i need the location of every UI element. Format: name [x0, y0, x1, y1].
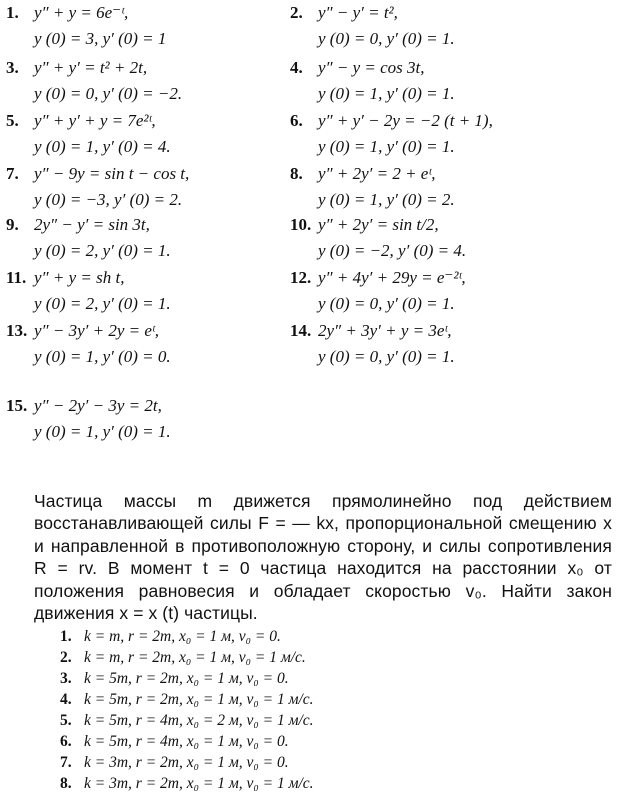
list-item	[60, 731, 314, 752]
problem-number: 2.	[290, 3, 303, 22]
variant-text: k = m, r = 2m, x₀ = 1 м, v₀ = 0.	[84, 628, 281, 645]
problem-initial-conditions: y (0) = 0, y′ (0) = −2.	[34, 84, 183, 103]
problem-initial-conditions: y (0) = 2, y′ (0) = 1.	[34, 294, 171, 313]
problem-equation: y″ + y′ = t² + 2t,	[34, 58, 148, 77]
variant-text: k = 5m, r = 4m, x₀ = 1 м, v₀ = 0.	[84, 733, 289, 750]
problem-initial-conditions: y (0) = 0, y′ (0) = 1.	[318, 29, 455, 48]
variants-list	[60, 626, 314, 794]
variant-text: k = 5m, r = 2m, x₀ = 1 м, v₀ = 1 м/с.	[84, 691, 314, 708]
problem-number: 7.	[6, 164, 19, 183]
problem-equation: y″ + y′ − 2y = −2 (t + 1),	[318, 111, 493, 130]
problem-initial-conditions: y (0) = 1, y′ (0) = 0.	[34, 347, 171, 366]
problem-initial-conditions: y (0) = −3, y′ (0) = 2.	[34, 190, 183, 209]
problem-12	[290, 265, 466, 317]
list-item	[60, 668, 314, 689]
problem-equation: y″ + y = 6e⁻ᵗ,	[34, 3, 129, 22]
problem-initial-conditions: y (0) = 0, y′ (0) = 1.	[318, 294, 455, 313]
problem-equation: y″ − 2y′ − 3y = 2t,	[34, 396, 162, 415]
problem-7	[6, 161, 189, 213]
problem-initial-conditions: y (0) = 1, y′ (0) = 1.	[318, 137, 455, 156]
problem-number: 14.	[290, 321, 312, 340]
list-item	[60, 710, 314, 731]
problem-number: 5.	[6, 111, 19, 130]
problem-initial-conditions: y (0) = 0, y′ (0) = 1.	[318, 347, 455, 366]
problem-number: 12.	[290, 268, 312, 287]
variant-number: 2.	[60, 649, 72, 666]
list-item	[60, 773, 314, 794]
problem-number: 11.	[6, 268, 27, 287]
problem-equation: y″ − 3y′ + 2y = eᵗ,	[34, 321, 160, 340]
problem-number: 9.	[6, 215, 19, 234]
problem-number: 6.	[290, 111, 303, 130]
variant-number: 3.	[60, 670, 72, 687]
variant-text: k = 5m, r = 4m, x₀ = 2 м, v₀ = 1 м/с.	[84, 712, 314, 729]
problem-10	[290, 212, 466, 264]
problem-initial-conditions: y (0) = 1, y′ (0) = 1.	[318, 84, 455, 103]
problem-5	[6, 108, 171, 160]
problem-initial-conditions: y (0) = 1, y′ (0) = 4.	[34, 137, 171, 156]
problem-equation: 2y″ + 3y′ + y = 3eᵗ,	[318, 321, 452, 340]
problem-equation: y″ + y = sh t,	[34, 268, 125, 287]
problem-equation: 2y″ − y′ = sin 3t,	[34, 215, 150, 234]
problem-8	[290, 161, 455, 213]
variant-text: k = 5m, r = 2m, x₀ = 1 м, v₀ = 0.	[84, 670, 289, 687]
problem-3	[6, 55, 182, 107]
problem-1	[6, 0, 166, 52]
problem-13	[6, 318, 171, 370]
problem-2	[290, 0, 455, 52]
problem-number: 3.	[6, 58, 19, 77]
problem-equation: y″ − y = cos 3t,	[318, 58, 425, 77]
variant-text: k = 3m, r = 2m, x₀ = 1 м, v₀ = 0.	[84, 754, 289, 771]
problem-equation: y″ − y′ = t²,	[318, 3, 398, 22]
list-item	[60, 647, 314, 668]
problem-initial-conditions: y (0) = 2, y′ (0) = 1.	[34, 241, 171, 260]
list-item	[60, 626, 314, 647]
problem-6	[290, 108, 493, 160]
problem-initial-conditions: y (0) = 1, y′ (0) = 1.	[34, 422, 171, 441]
problem-initial-conditions: y (0) = 1, y′ (0) = 2.	[318, 190, 455, 209]
list-item	[60, 752, 314, 773]
problem-number: 8.	[290, 164, 303, 183]
variant-number: 8.	[60, 775, 72, 792]
problem-number: 1.	[6, 3, 19, 22]
problem-equation: y″ − 9y = sin t − cos t,	[34, 164, 190, 183]
problem-equation: y″ + 2y′ = sin t/2,	[318, 215, 439, 234]
problem-4	[290, 55, 455, 107]
problem-number: 13.	[6, 321, 28, 340]
problem-11	[6, 265, 171, 317]
problem-statement-paragraph: Частица массы m движется прямолинейно под действием восстанавливающей силы F = — kx, пропорциональной смещению x и направленной в противоположную сторону, и силы сопротивления R = rv. В момент t = 0 частица находится на расстоянии x₀ от положения равновесия и обладает скоростью v₀. Найти закон движения x = x (t) частицы.	[34, 491, 612, 624]
variant-number: 7.	[60, 754, 72, 771]
variant-number: 5.	[60, 712, 72, 729]
problem-equation: y″ + y′ + y = 7e²ᵗ,	[34, 111, 156, 130]
problem-number: 4.	[290, 58, 303, 77]
variant-number: 1.	[60, 628, 72, 645]
problem-equation: y″ + 2y′ = 2 + eᵗ,	[318, 164, 436, 183]
problem-number: 10.	[290, 215, 312, 234]
variant-text: k = 3m, r = 2m, x₀ = 1 м, v₀ = 1 м/с.	[84, 775, 314, 792]
problem-initial-conditions: y (0) = −2, y′ (0) = 4.	[318, 241, 467, 260]
problem-equation: y″ + 4y′ + 29y = e⁻²ᵗ,	[318, 268, 466, 287]
problem-number: 15.	[6, 396, 28, 415]
variant-text: k = m, r = 2m, x₀ = 1 м, v₀ = 1 м/с.	[84, 649, 306, 666]
problem-15	[6, 393, 171, 445]
variant-number: 4.	[60, 691, 72, 708]
problem-9	[6, 212, 171, 264]
problem-initial-conditions: y (0) = 3, y′ (0) = 1	[34, 29, 167, 48]
variant-number: 6.	[60, 733, 72, 750]
list-item	[60, 689, 314, 710]
problem-14	[290, 318, 455, 370]
